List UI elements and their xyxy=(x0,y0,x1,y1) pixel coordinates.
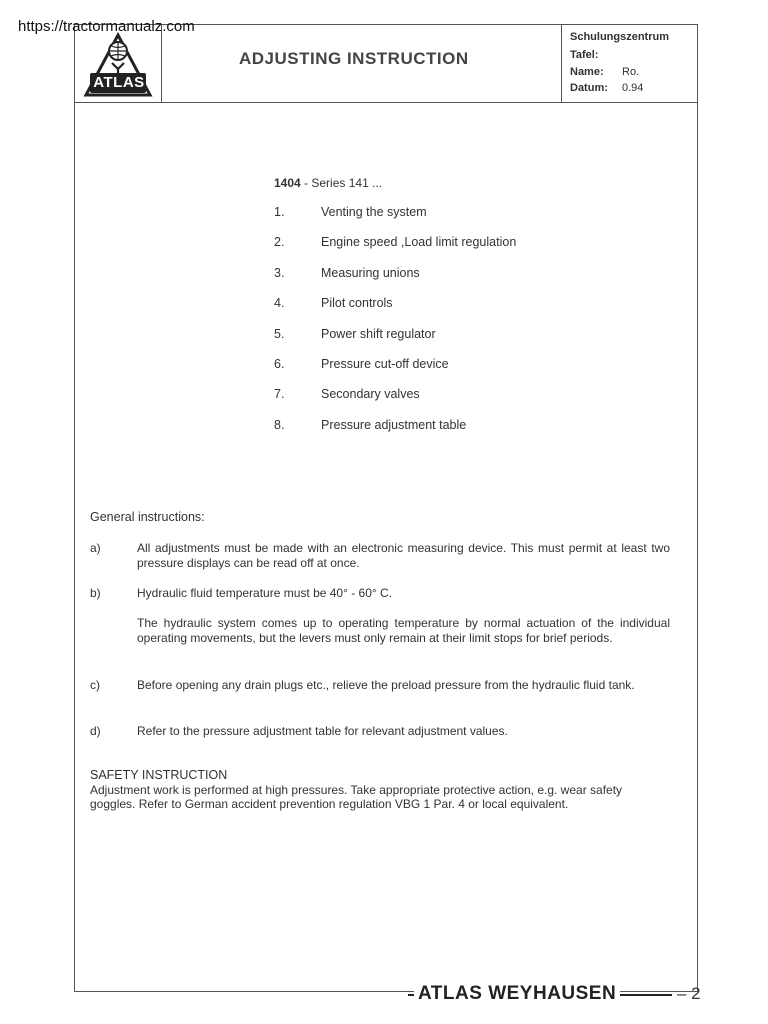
toc-item-label: Pressure adjustment table xyxy=(321,417,467,432)
meta-datum xyxy=(570,82,643,94)
meta-tafel xyxy=(570,49,622,61)
toc-item xyxy=(274,327,516,357)
source-url[interactable]: https://tractormanualz.com xyxy=(18,18,195,35)
instruction-text: The hydraulic system comes up to operating temperature by normal actuation of the individual operating movements, but the levers must only remain at their limit stops for brief periods. xyxy=(137,616,670,645)
instruction-letter: d) xyxy=(90,724,101,738)
instruction-letter: c) xyxy=(90,678,100,692)
instruction-item xyxy=(90,678,670,693)
page-number: – 2 xyxy=(677,984,701,1003)
toc-item xyxy=(274,235,516,265)
instruction-text: Refer to the pressure adjustment table for relevant adjustment values. xyxy=(137,724,508,738)
toc-series: - Series 141 ... xyxy=(300,176,383,190)
toc-item-number: 1. xyxy=(274,205,285,219)
instruction-text: Before opening any drain plugs etc., relieve the preload pressure from the hydraulic fluid tank. xyxy=(137,678,635,692)
toc-item xyxy=(274,205,516,235)
toc-item-label: Secondary valves xyxy=(321,387,420,402)
instruction-item xyxy=(90,586,670,601)
toc-item-number: 3. xyxy=(274,265,285,280)
toc-item xyxy=(274,296,516,326)
safety-title: SAFETY INSTRUCTION xyxy=(90,768,228,782)
toc-item-number: 4. xyxy=(274,296,285,311)
datum-value: 0.94 xyxy=(622,82,644,94)
logo-text: ATLAS xyxy=(93,74,145,91)
name-label: Name: xyxy=(570,66,604,78)
toc-item-number: 2. xyxy=(274,235,285,250)
meta-cell xyxy=(562,24,698,102)
toc-list xyxy=(274,205,516,448)
toc-code: 1404 xyxy=(274,176,301,190)
toc-item-number: 7. xyxy=(274,387,285,402)
toc-item-label: Measuring unions xyxy=(321,265,420,280)
name-value: Ro. xyxy=(622,66,640,78)
safety-text: Adjustment work is performed at high pressures. Take appropriate protective action, e.g. wear safety goggles. Refer to German accident prevention regulation VBG 1 Par. 4 or local equivalent. xyxy=(90,782,623,811)
toc-item-label: Pressure cut-off device xyxy=(321,356,449,371)
toc-item-label: Pilot controls xyxy=(321,296,393,311)
toc-item-label: Venting the system xyxy=(321,205,427,219)
instruction-item xyxy=(90,541,670,570)
document-header xyxy=(74,24,698,103)
toc-item-label: Power shift regulator xyxy=(321,326,436,341)
footer-brand: ATLAS WEYHAUSEN xyxy=(414,983,620,1005)
toc-item xyxy=(274,418,516,448)
instruction-letter: b) xyxy=(90,586,101,600)
safety-instruction xyxy=(90,768,670,812)
tafel-label: Tafel: xyxy=(570,49,599,61)
instruction-text: All adjustments must be made with an electronic measuring device. This must permit at least two pressure displays can be read off at once. xyxy=(137,541,670,570)
title-cell xyxy=(162,24,562,102)
datum-label: Datum: xyxy=(570,82,608,94)
meta-name xyxy=(570,66,639,78)
toc-item xyxy=(274,266,516,296)
instruction-text: Hydraulic fluid temperature must be 40° - 60° C. xyxy=(137,586,393,600)
instruction-item xyxy=(90,724,670,739)
toc-item xyxy=(274,387,516,417)
general-instructions-title: General instructions: xyxy=(90,510,205,524)
page-frame xyxy=(74,24,698,992)
toc-item-number: 5. xyxy=(274,326,285,341)
logo-cell xyxy=(74,24,162,102)
document-title: ADJUSTING INSTRUCTION xyxy=(239,49,469,68)
toc-item xyxy=(274,357,516,387)
toc-item-number: 8. xyxy=(274,417,285,432)
toc-item-label: Engine speed ,Load limit regulation xyxy=(321,235,517,250)
toc-header xyxy=(274,176,382,190)
meta-org: Schulungszentrum xyxy=(570,31,670,43)
instruction-letter: a) xyxy=(90,541,101,555)
toc-item-number: 6. xyxy=(274,356,285,371)
instruction-item xyxy=(90,616,670,645)
